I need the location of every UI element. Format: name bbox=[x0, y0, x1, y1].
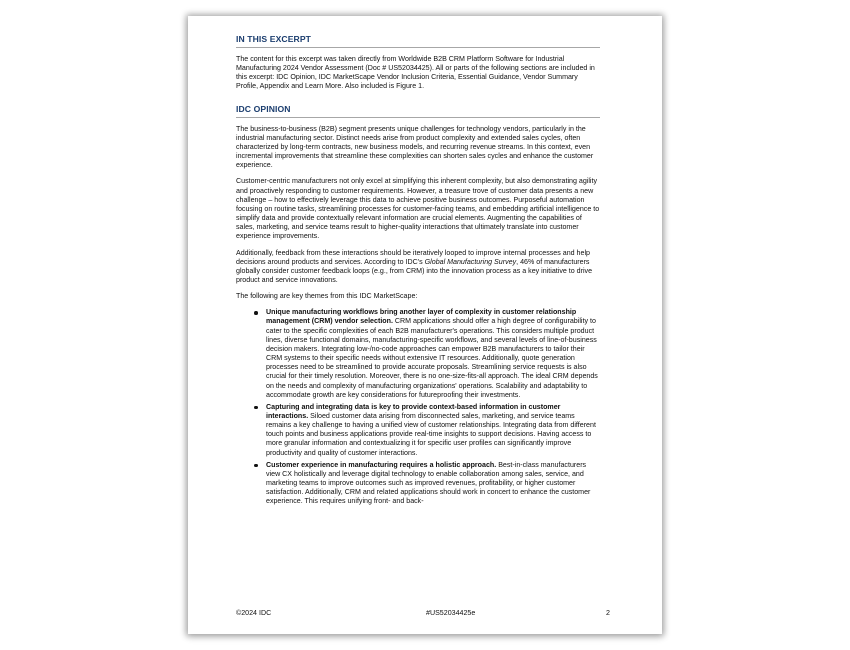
key-themes-list bbox=[236, 308, 600, 506]
paragraph-text: , 46% of manufacturers globally consider customer feedback loops (e.g., from CRM) into the innovation process as a key initiative to drive product and service innovations. bbox=[236, 257, 593, 284]
list-item bbox=[266, 461, 600, 507]
footer-page-number: 2 bbox=[606, 609, 610, 617]
bullet-lead: Capturing and integrating data is key to provide context-based information in customer interactions. bbox=[266, 402, 561, 420]
bullet-lead: Customer experience in manufacturing requires a holistic approach. bbox=[266, 460, 497, 469]
footer-doc-number: #US52034425e bbox=[426, 609, 476, 617]
page-content bbox=[236, 34, 600, 510]
document-page bbox=[188, 16, 662, 634]
opinion-paragraph-3 bbox=[236, 249, 600, 286]
bullet-text: Best-in-class manufacturers view CX holistically and leverage digital technology to enable collaboration among sales, service, and marketing teams to improve outcomes such as improved revenues, profitability, or higher customer satisfaction. Additionally, CRM and related applications should work in concert to enhance the customer experience. This requires unifying front- and back- bbox=[266, 460, 591, 506]
survey-title: Global Manufacturing Survey bbox=[424, 257, 517, 266]
footer-copyright: ©2024 IDC bbox=[236, 609, 272, 617]
opinion-paragraph-2: Customer-centric manufacturers not only excel at simplifying this inherent complexity, but also demonstrating agility and proactively responding to customer requirements. However, a treasure trove of customer data presents a new challenge – how to effectively leverage this data to achieve positive business outcomes. Purposeful automation focusing on routine tasks, streamlining processes for customer-facing teams, and embedding artificial intelligence to simplify data and provide contextually relevant information are crucial elements. Augmenting the capabilities of sales, marketing, and service teams result to higher-quality interactions that ultimately translate into customer experience improvements. bbox=[236, 177, 600, 241]
bullet-text: Siloed customer data arising from disconnected sales, marketing, and service teams remains a key challenge to having a unified view of customer relationships. Integrating data from different touch points and business applications provide real-time insights to support decisions. Having access to more granular information and contextualizing it for specific user profiles can significantly improve productivity and quality of customer interactions. bbox=[266, 412, 596, 457]
list-item bbox=[266, 308, 600, 400]
bullet-lead: Unique manufacturing workflows bring another layer of complexity in customer relationship management (CRM) vendor selection. bbox=[266, 308, 577, 326]
section-heading-excerpt: IN THIS EXCERPT bbox=[236, 34, 600, 48]
opinion-paragraph-4: The following are key themes from this IDC MarketScape: bbox=[236, 292, 418, 301]
list-item bbox=[266, 403, 600, 458]
bullet-text: CRM applications should offer a high degree of configurability to cater to the specific complexities of each B2B manufacturer's operations. This considers multiple product lines, diverse functional domains, manufacturing-specific workflows, and several levels of line-of-business decision makers. Integrating low-/no-code approaches can empower B2B manufacturers to tailor their CRM systems to their specific needs without extensive IT resources. Additionally, quote generation processes need to be streamlined to provide accurate proposals. Streamlining service requests is also crucial for their timely resolution. Moreover, there is no one-size-fits-all approach. The ideal CRM depends on the needs and complexity of manufacturing organizations' operations. Scalability and adaptability to accommodate growth are key considerations for futureproofing their investments. bbox=[266, 317, 598, 399]
excerpt-paragraph: The content for this excerpt was taken directly from Worldwide B2B CRM Platform Software for Industrial Manufacturing 2024 Vendor Assessment (Doc # US52034425). All or parts of the following sections are included in this excerpt: IDC Opinion, IDC MarketScape Vendor Inclusion Criteria, Essential Guidance, Vendor Summary Profile, Appendix and Learn More. Also included is Figure 1. bbox=[236, 55, 595, 91]
paragraph-text: Additionally, feedback from these interactions should be iteratively looped to improve internal processes and help decisions around products and services. According to IDC's bbox=[236, 248, 590, 266]
opinion-paragraph-1: The business-to-business (B2B) segment presents unique challenges for technology vendors, particularly in the industrial manufacturing sector. Distinct needs arise from product complexity and extended sales cycles, often characterized by long-term contracts, new business models, and recurring revenue streams. In this context, even incremental improvements that streamline these complexities can shorten sales cycles and enhance the customer experience. bbox=[236, 124, 594, 170]
section-heading-idc-opinion: IDC OPINION bbox=[236, 104, 600, 118]
